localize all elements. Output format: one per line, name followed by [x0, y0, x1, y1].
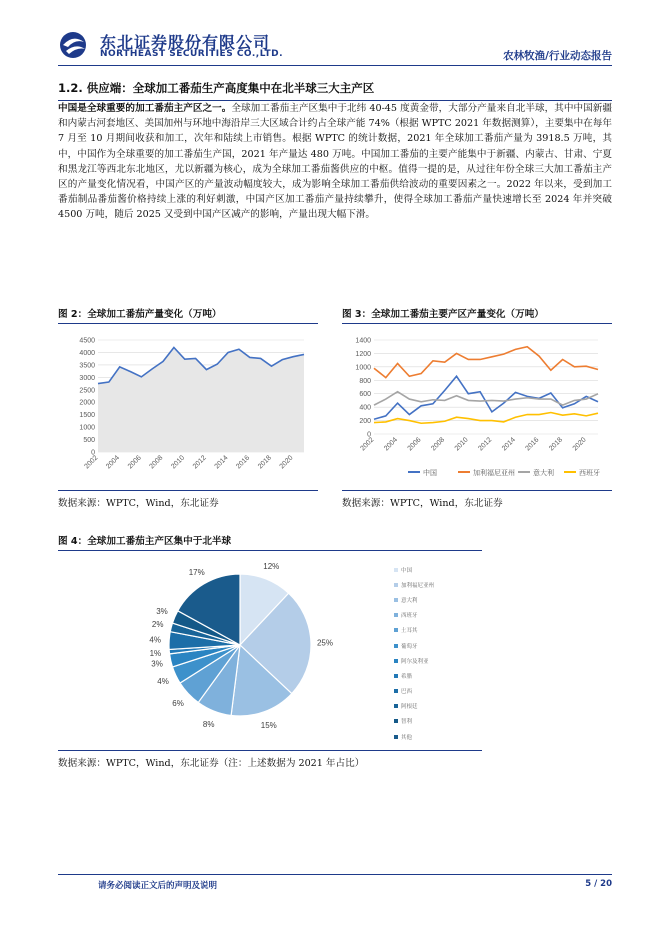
legend-swatch [394, 689, 398, 693]
legend-item [394, 592, 484, 607]
fig3-bottom-rule [342, 490, 612, 491]
pie-data-label: 4% [157, 677, 169, 687]
legend-item [394, 684, 484, 699]
legend-swatch [394, 613, 398, 617]
company-name-en: NORTHEAST SECURITIES CO.,LTD. [100, 49, 283, 59]
fig2-chart [58, 330, 318, 490]
legend-item [394, 562, 484, 577]
x-tick-label: 2010 [170, 454, 187, 471]
body-lead: 中国是全球重要的加工番茄主产区之一。 [58, 103, 232, 114]
legend-label: 加利福尼亚州 [401, 582, 435, 589]
legend-label: 巴西 [401, 689, 413, 696]
y-tick-label: 400 [359, 404, 371, 412]
legend-swatch [394, 735, 398, 739]
legend-label: 意大利 [401, 597, 418, 604]
legend-swatch [394, 644, 398, 648]
legend-label: 其他 [401, 734, 413, 741]
company-logo-icon [58, 30, 98, 60]
fig3-chart [342, 330, 612, 490]
y-tick-label: 3000 [79, 374, 95, 382]
fig4-pie-chart [120, 552, 370, 742]
y-tick-label: 500 [83, 437, 95, 445]
legend-item [394, 699, 484, 714]
legend-label: 西班牙 [401, 613, 418, 620]
x-tick-label: 2008 [430, 436, 447, 453]
y-tick-label: 1500 [79, 412, 95, 420]
legend-item [394, 714, 484, 729]
pie-data-label: 3% [151, 659, 163, 669]
x-tick-label: 2018 [256, 454, 273, 471]
legend-swatch [394, 628, 398, 632]
page-number: 5 / 20 [585, 879, 612, 889]
y-tick-label: 4500 [79, 337, 95, 345]
x-tick-label: 2010 [453, 436, 470, 453]
x-tick-label: 2006 [126, 454, 143, 471]
x-tick-label: 2004 [105, 454, 122, 471]
x-tick-label: 2014 [213, 454, 230, 471]
x-tick-label: 2020 [571, 436, 588, 453]
legend-item [394, 729, 484, 744]
legend-label: 阿尔及利亚 [401, 658, 429, 665]
legend-swatch [394, 583, 398, 587]
pie-data-label: 12% [263, 561, 280, 571]
report-type: 农林牧渔/行业动态报告 [503, 50, 612, 62]
fig2-bottom-rule [58, 490, 318, 491]
fig3-title: 图 3：全球加工番茄主要产区产量变化（万吨） [342, 306, 612, 324]
series-line-1 [374, 347, 598, 378]
x-tick-label: 2002 [359, 436, 376, 453]
legend-label: 葡萄牙 [401, 643, 418, 650]
fig4-bottom-rule [58, 750, 482, 751]
legend-item [394, 577, 484, 592]
y-tick-label: 0 [367, 431, 371, 439]
y-tick-label: 1400 [355, 337, 371, 345]
legend-swatch [394, 598, 398, 602]
y-tick-label: 1200 [355, 350, 371, 358]
x-tick-label: 2016 [524, 436, 541, 453]
legend-swatch [394, 719, 398, 723]
pie-data-label: 15% [260, 720, 277, 730]
fig4-legend [394, 562, 484, 744]
section-title: 1.2. 供应端：全球加工番茄生产高度集中在北半球三大主产区 [58, 80, 612, 101]
x-tick-label: 2002 [83, 454, 100, 471]
x-tick-label: 2020 [278, 454, 295, 471]
legend-label: 阿根廷 [401, 704, 418, 711]
x-tick-label: 2018 [548, 436, 565, 453]
y-tick-label: 2500 [79, 387, 95, 395]
y-tick-label: 1000 [79, 424, 95, 432]
pie-data-label: 25% [316, 638, 333, 648]
y-tick-label: 800 [359, 377, 371, 385]
legend-item [394, 668, 484, 683]
footer-disclaimer: 请务必阅读正文后的声明及说明 [98, 881, 218, 891]
y-tick-label: 2000 [79, 399, 95, 407]
fig2-source: 数据来源：WPTC，Wind，东北证券 [58, 498, 219, 509]
legend-swatch [394, 568, 398, 572]
pie-data-label: 3% [156, 607, 168, 617]
pie-data-label: 17% [188, 567, 205, 577]
legend-label: 西班牙 [579, 469, 600, 477]
pie-data-label: 4% [149, 635, 161, 645]
y-tick-label: 4000 [79, 349, 95, 357]
pie-data-label: 2% [151, 619, 164, 629]
legend-label: 中国 [401, 567, 413, 574]
legend-label: 意大利 [533, 469, 554, 477]
fig4-source: 数据来源：WPTC，Wind，东北证券（注：上述数据为 2021 年占比） [58, 758, 365, 769]
pie-data-label: 6% [172, 699, 184, 709]
legend-item [394, 608, 484, 623]
x-tick-label: 2016 [235, 454, 252, 471]
pie-data-label: 1% [149, 648, 162, 658]
legend-swatch [394, 704, 398, 708]
y-tick-label: 3500 [79, 362, 95, 370]
legend-swatch [394, 674, 398, 678]
body-text: 全球加工番茄主产区集中于北纬 40-45 度黄金带，大部分产量来自北半球，其中中国新疆和内蒙古河套地区、美国加州与环地中海沿岸三大区域合计约占全球产能 74%（根据 WPTC 2021 年数据测算），主要集中在每年 7 月至 10 月期间收获和加工，次年和陆续上市销售。根据 WPTC 的统计数据，2021 年全球加工番茄产量为 3918.5 万吨，其中，中国作为全球重要的加工番茄生产国，2021 年产量达 480 万吨。中国加工番茄的主要产能集中于新疆、内蒙古、甘肃、宁夏和黑龙江等西北东北地区，尤以新疆为核心，成为全球加工番茄酱供应的中枢。值得一提的是，从过往年份全球三大加工番茄主产区的产量变化情况看，中国产区的产量波动幅度较大，成为影响全球加工番茄供给波动的重要因素之一。2022 年以来，受到加工番茄制品番茄酱价格持续上涨的利好刺激，中国产区加工番茄产量持续攀升，使得全球加工番茄产量快速增长至 2024 年并突破 4500 万吨，随后 2025 又受到中国产区减产的影响，产量出现大幅下滑。 [58, 103, 612, 221]
fig3-source: 数据来源：WPTC，Wind，东北证券 [342, 498, 503, 509]
legend-label: 土耳其 [401, 628, 418, 635]
legend-swatch [394, 659, 398, 663]
footer-rule [58, 874, 612, 875]
x-tick-label: 2012 [477, 436, 494, 453]
company-name-cn: 东北证券股份有限公司 [100, 33, 271, 52]
y-tick-label: 1000 [355, 364, 371, 372]
body-paragraph [58, 101, 612, 223]
legend-item [394, 638, 484, 653]
fig2-title: 图 2：全球加工番茄产量变化（万吨） [58, 306, 318, 324]
legend-label: 希腊 [401, 673, 413, 680]
x-tick-label: 2008 [148, 454, 165, 471]
page-header [58, 28, 612, 66]
x-tick-label: 2004 [383, 436, 399, 453]
fig4-title: 图 4：全球加工番茄主产区集中于北半球 [58, 533, 482, 551]
y-tick-label: 0 [91, 449, 95, 457]
series-line-3 [374, 413, 598, 424]
legend-label: 中国 [423, 469, 437, 477]
x-tick-label: 2014 [500, 436, 517, 453]
legend-item [394, 653, 484, 668]
legend-label: 加利福尼亚州 [473, 469, 515, 477]
x-tick-label: 2006 [406, 436, 423, 453]
x-tick-label: 2012 [191, 454, 208, 471]
legend-item [394, 623, 484, 638]
pie-data-label: 8% [202, 720, 215, 730]
legend-label: 智利 [401, 719, 413, 726]
y-tick-label: 200 [359, 418, 371, 426]
y-tick-label: 600 [359, 391, 371, 399]
